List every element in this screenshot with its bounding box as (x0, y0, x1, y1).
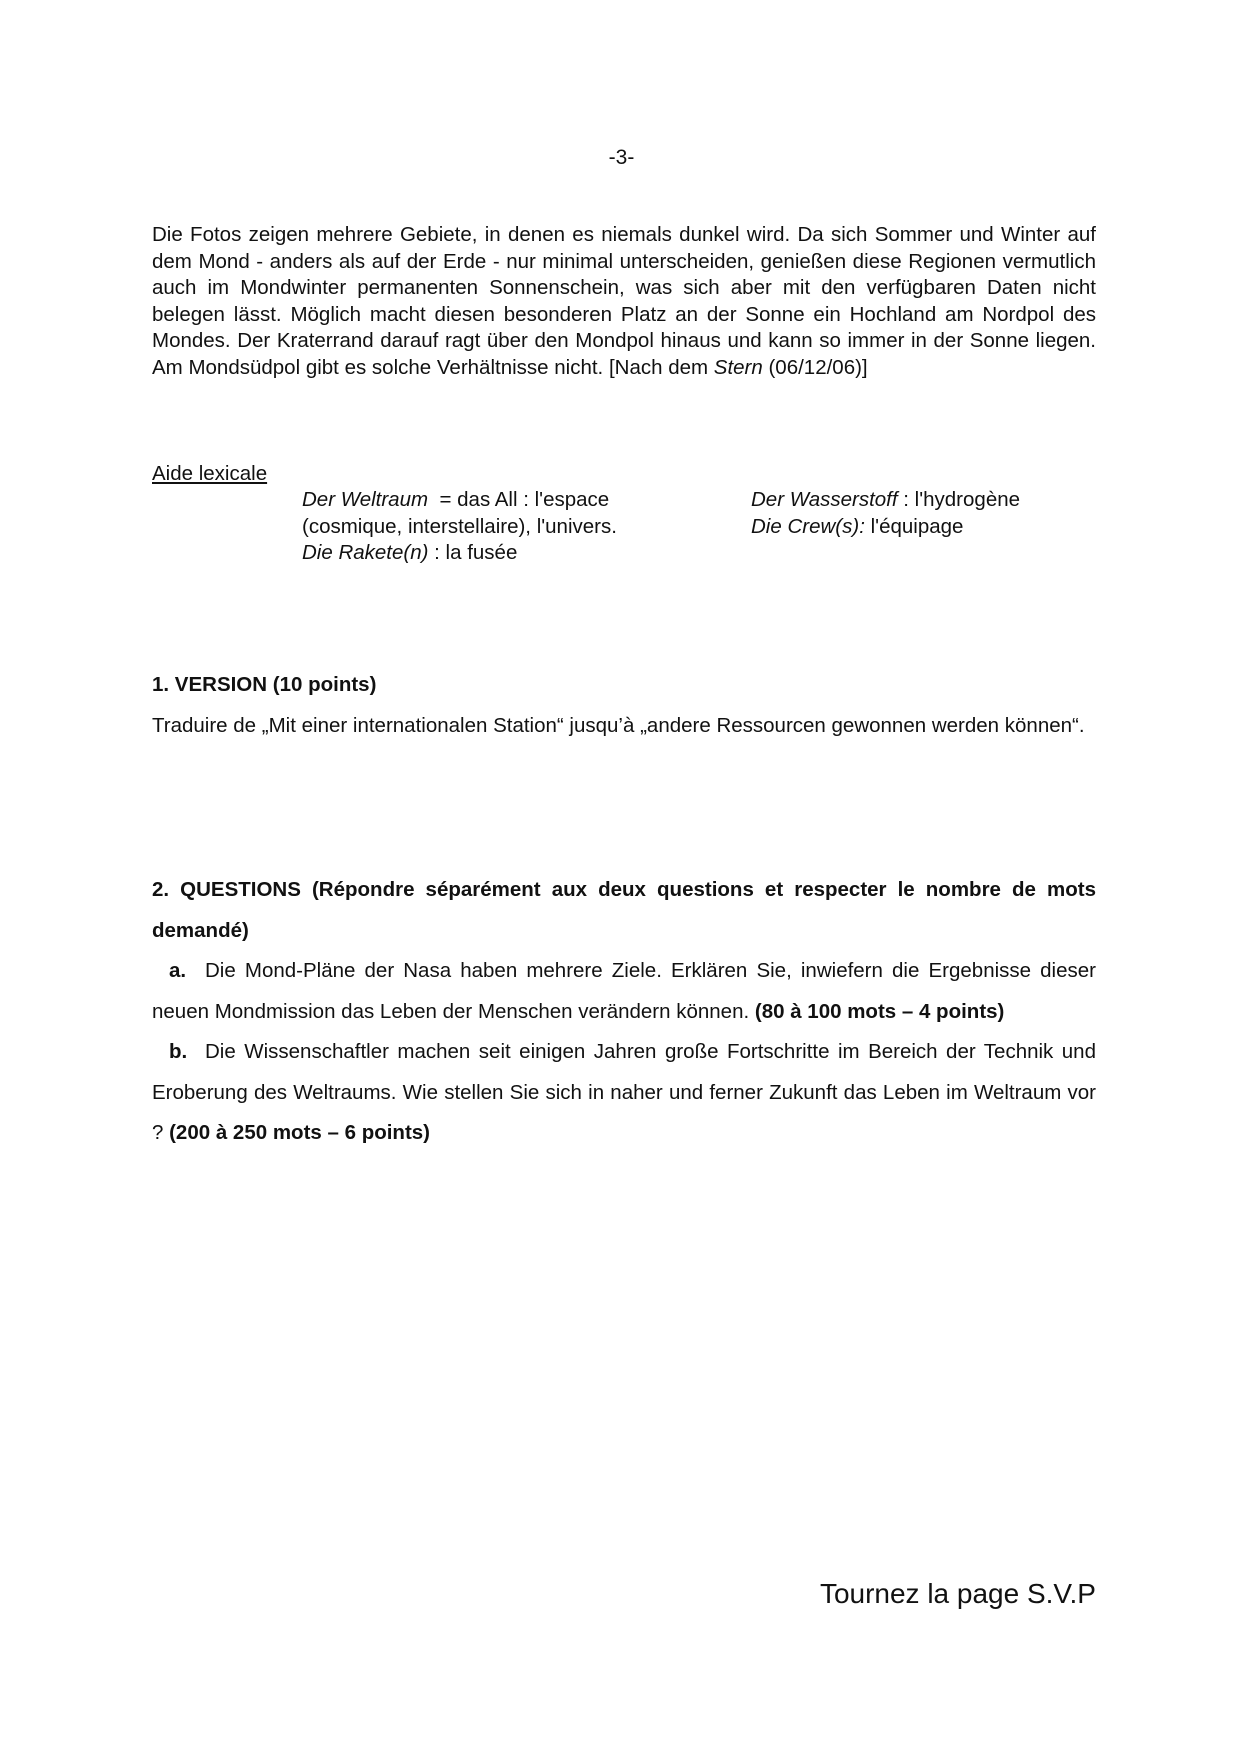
lexicon-term: Der Wasserstoff (751, 488, 898, 511)
question-a (152, 951, 1096, 1032)
question-text: Die Mond-Pläne der Nasa haben mehrere Ziele. Erklären Sie, inwiefern die Ergebnisse dieser neuen Mondmission das Leben der Menschen verändern können. (152, 959, 1096, 1023)
page-number: -3- (608, 146, 635, 169)
lexicon-entry (302, 487, 682, 514)
source-title: Stern (713, 355, 763, 379)
lexicon-term: Der Weltraum (302, 488, 429, 511)
question-b (152, 1032, 1096, 1154)
question-letter: b. (169, 1040, 188, 1063)
questions-section (152, 870, 1096, 1154)
article-passage (152, 222, 1096, 382)
lexicon-left-column (302, 487, 682, 567)
lexicon-definition: (cosmique, interstellaire), l'univers. (302, 514, 617, 538)
source-date: (06/12/06)] (762, 355, 868, 379)
lexicon-definition: = das All : l'espace (428, 488, 610, 511)
lexicon-entry (302, 514, 682, 541)
lexicon-term: Die Rakete(n) (302, 541, 429, 565)
question-points: (200 à 250 mots – 6 points) (169, 1121, 431, 1144)
aide-lexicale-title: Aide lexicale (152, 462, 268, 485)
turn-page-note: Tournez la page S.V.P (819, 1578, 1096, 1609)
question-text: Die Wissenschaftler machen seit einigen Jahren große Fortschritte im Bereich der Technik und Eroberung des Weltraums. Wie stellen Sie sich in naher und ferner Zukunft das Leben im Weltraum vor ? (152, 1040, 1096, 1144)
lexicon-definition: l'équipage (864, 514, 964, 538)
lexicon-right-column (751, 487, 1081, 540)
version-instructions: Traduire de „Mit einer internationalen Station“ jusqu’à „andere Ressourcen gewonnen werden können“. (152, 714, 1085, 737)
version-title: 1. VERSION (10 points) (152, 673, 377, 696)
questions-title: 2. QUESTIONS (Répondre séparément aux deux questions et respecter le nombre de mots demandé) (152, 878, 1096, 942)
lexicon-entry (302, 540, 682, 567)
lexicon-definition: : la fusée (428, 541, 518, 565)
question-letter: a. (169, 959, 187, 982)
passage-text: Die Fotos zeigen mehrere Gebiete, in denen es niemals dunkel wird. Da sich Sommer und Winter auf dem Mond - anders als auf der Erde - nur minimal unterscheiden, genießen diese Regionen vermutlich auch im Mondwinter permanenten Sonnenschein, was sich aber mit den verfügbaren Daten nicht belegen lässt. Möglich macht diesen besonderen Platz an der Sonne ein Hochland am Nordpol des Mondes. Der Kraterrand darauf ragt über den Mondpol hinaus und kann so immer in der Sonne liegen. Am Mondsüdpol gibt es solche Verhältnisse nicht. [Nach dem (152, 223, 1096, 379)
lexicon-entry (751, 487, 1081, 514)
lexicon-definition: : l'hydrogène (897, 488, 1021, 511)
lexicon-term: Die Crew(s): (751, 514, 865, 538)
question-points: (80 à 100 mots – 4 points) (754, 999, 1005, 1023)
lexicon-entry (751, 514, 1081, 541)
